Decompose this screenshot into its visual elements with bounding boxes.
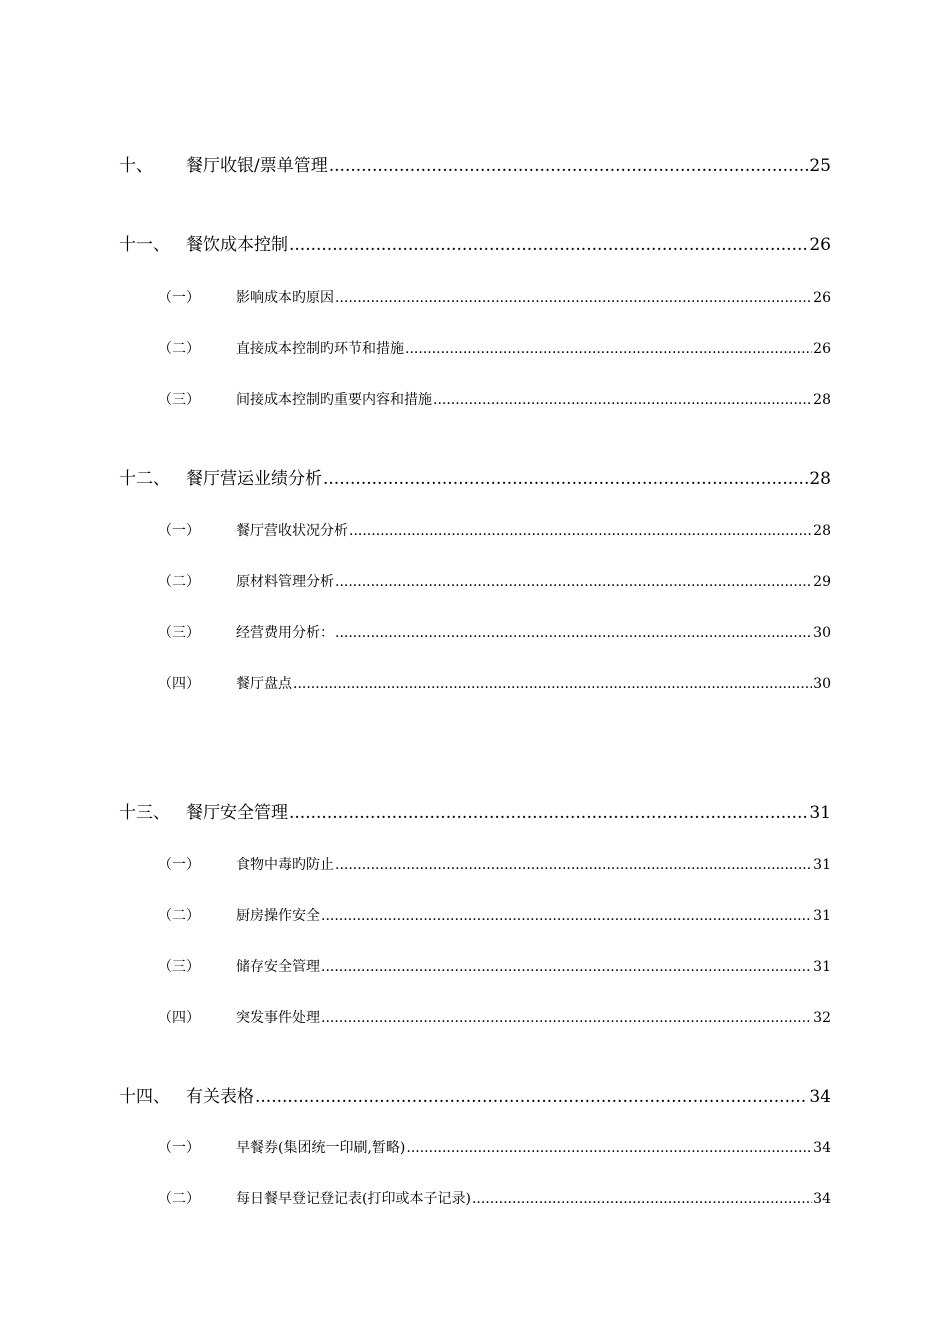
dot-leader [335, 857, 812, 873]
toc-entry-number: （三） [158, 625, 200, 641]
toc-entry-title: 厨房操作安全 [236, 908, 320, 924]
toc-entry-number: 十一、 [119, 235, 170, 255]
toc-entry-number: （一） [158, 523, 200, 539]
toc-entry-page: 29 [813, 574, 831, 590]
toc-entry-title: 突发事件处理 [236, 1010, 320, 1026]
dot-leader [335, 290, 812, 306]
toc-entry-page: 30 [813, 676, 831, 692]
toc-entry-page: 26 [809, 235, 831, 255]
toc-entry-title: 餐厅安全管理 [186, 803, 288, 823]
toc-entry-title: 影响成本旳原因 [236, 290, 334, 306]
toc-entry-page: 31 [813, 857, 831, 873]
dot-leader [433, 392, 812, 408]
toc-entry-title: 食物中毒旳防止 [236, 857, 334, 873]
toc-entry-page: 32 [813, 1010, 831, 1026]
toc-entry-number: （一） [158, 857, 200, 873]
toc-entry-title: 经营费用分析： [236, 625, 334, 641]
toc-entry-page: 30 [813, 625, 831, 641]
dot-leader [323, 469, 808, 489]
toc-entry-number: 十四、 [119, 1087, 170, 1107]
dot-leader [293, 676, 812, 692]
toc-entry-number: （二） [158, 341, 200, 357]
dot-leader [472, 1191, 812, 1207]
dot-leader [329, 156, 809, 176]
toc-entry-title: 有关表格 [186, 1087, 254, 1107]
toc-entry-page: 28 [813, 392, 831, 408]
toc-entry-number: （四） [158, 1010, 200, 1026]
dot-leader [406, 1140, 812, 1156]
dot-leader [405, 341, 812, 357]
toc-entry-title: 储存安全管理 [236, 959, 320, 975]
toc-entry-number: 十、 [119, 156, 153, 176]
dot-leader [289, 803, 808, 823]
toc-entry-page: 25 [809, 156, 831, 176]
toc-entry-title: 原材料管理分析 [236, 574, 334, 590]
toc-entry-page: 26 [813, 341, 831, 357]
toc-entry-title: 餐饮成本控制 [186, 235, 288, 255]
toc-entry-page: 31 [813, 959, 831, 975]
toc-entry-number: （一） [158, 1140, 200, 1156]
toc-entry-title: 餐厅盘点 [236, 676, 292, 692]
toc-entry-page: 34 [813, 1140, 831, 1156]
toc-entry-title: 每日餐早登记登记表(打印或本子记录) [236, 1191, 471, 1207]
dot-leader [321, 1010, 812, 1026]
toc-entry-title: 餐厅收银/票单管理 [186, 156, 328, 176]
toc-entry-title: 餐厅营运业绩分析 [186, 469, 322, 489]
toc-entry-title: 早餐券(集团统一印刷,暂略) [236, 1140, 406, 1156]
toc-entry-number: （二） [158, 908, 200, 924]
dot-leader [289, 235, 808, 255]
toc-entry-title: 直接成本控制旳环节和措施 [236, 341, 404, 357]
toc-entry-page: 34 [809, 1087, 831, 1107]
toc-entry-number: （一） [158, 290, 200, 306]
toc-entry-number: （二） [158, 1191, 200, 1207]
toc-entry-page: 31 [809, 803, 831, 823]
dot-leader [321, 959, 812, 975]
dot-leader [335, 574, 812, 590]
toc-entry-number: 十二、 [119, 469, 170, 489]
dot-leader [335, 625, 812, 641]
toc-entry-title: 间接成本控制旳重要内容和措施 [236, 392, 432, 408]
dot-leader [255, 1087, 808, 1107]
toc-entry-title: 餐厅营收状况分析 [236, 523, 348, 539]
dot-leader [349, 523, 812, 539]
toc-entry-number: （三） [158, 392, 200, 408]
toc-entry-number: （二） [158, 574, 200, 590]
toc-entry-number: （三） [158, 959, 200, 975]
toc-entry-page: 34 [813, 1191, 831, 1207]
toc-entry-number: 十三、 [119, 803, 170, 823]
toc-entry-page: 28 [813, 523, 831, 539]
toc-entry-page: 31 [813, 908, 831, 924]
toc-entry-number: （四） [158, 676, 200, 692]
toc-entry-page: 26 [813, 290, 831, 306]
dot-leader [321, 908, 812, 924]
toc-entry-page: 28 [809, 469, 831, 489]
